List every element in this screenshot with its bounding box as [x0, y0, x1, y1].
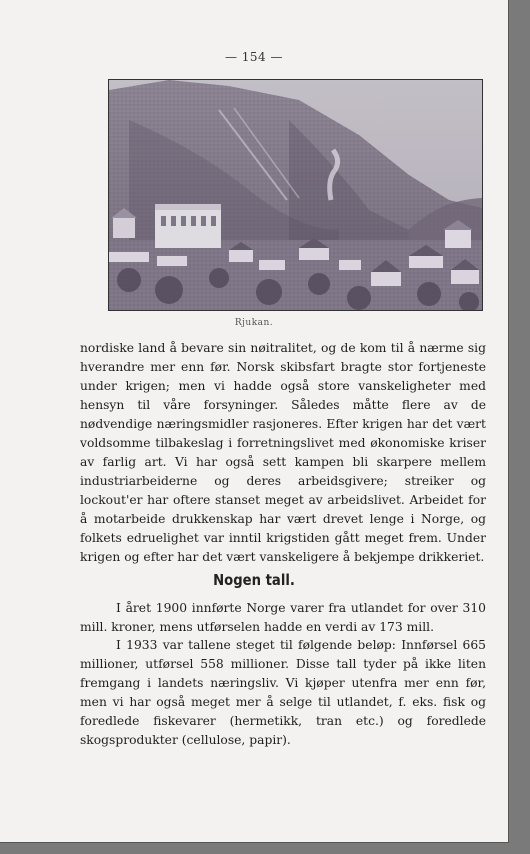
section-heading: Nogen tall. [213, 571, 295, 589]
body-paragraph-1933 [80, 636, 486, 750]
photo-caption: Rjukan. [234, 318, 274, 328]
rjukan-photograph [108, 79, 483, 311]
paragraph-text: nordiske land å bevare sin nøitralitet, og de kom til å nærme sig hverandre mer enn før. Norsk skibsfart bragte stor fortjeneste under krigen; men vi hadde også store vanskeligheter med hensyn til våre forsyninger. Således måtte flere av de nødvendige næringsmidler rasjoneres. Efter krigen har det vært voldsomme tilbakeslag i forretningslivet med økonomiske kriser av farlig art. Vi har også sett kampen bli skarpere mellem industriarbeiderne og deres arbeidsgivere; streiker og lockout'er har oftere stanset meget av arbeidslivet. Arbeidet for å motarbeide drukkenskap har vært drevet lenge i Norge, og folkets edruelighet var inntil krigstiden gått meget frem. Under krigen og efter har det vært vanskeligere å bekjempe drikkeriet. [80, 341, 486, 564]
paragraph-text: I året 1900 innførte Norge varer fra utlandet for over 310 mill. kroner, mens utførselen hadde en verdi av 173 mill. [80, 601, 486, 634]
page-number: — 154 — [224, 50, 284, 64]
body-paragraph-continued [80, 339, 486, 567]
paragraph-text: I 1933 var tallene steget til følgende beløp: Innførsel 665 millioner, utførsel 558 millioner. Disse tall tyder på ikke liten fremgang i landets næringsliv. Vi kjøper utenfra mer enn før, men vi har også meget mer å selge til utlandet, f. eks. fisk og foredlede fiskevarer (hermetikk, tran etc.) og foredlede skogsprodukter (cellulose, papir). [80, 638, 486, 747]
body-paragraph-1900 [80, 599, 486, 637]
